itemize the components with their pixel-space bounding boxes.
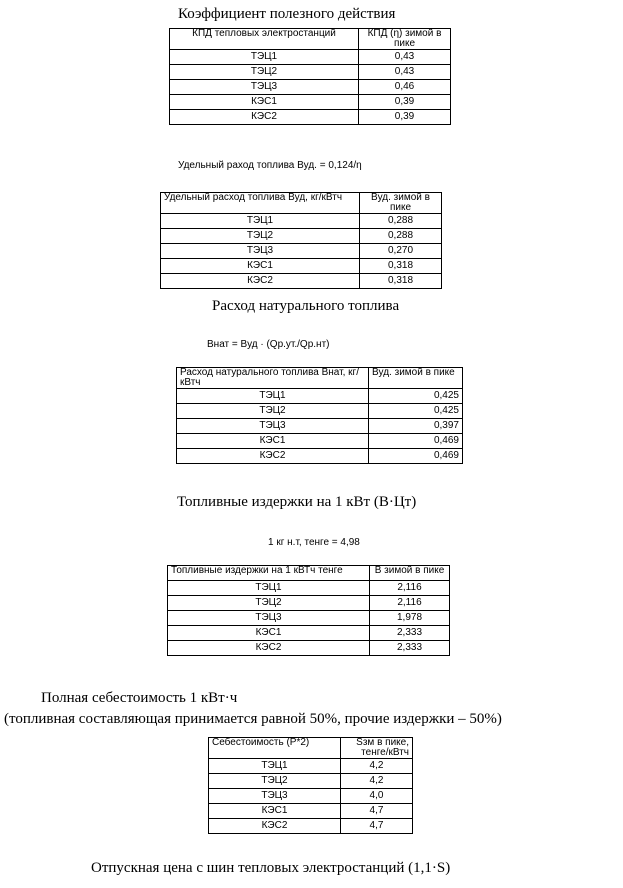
table-row <box>168 596 450 611</box>
natural-title: Расход натурального топлива <box>212 298 400 314</box>
value-cell: 2,333 <box>370 641 450 656</box>
station-cell: ТЭЦ3 <box>161 244 360 259</box>
station-cell: ТЭЦ3 <box>168 611 370 626</box>
cost-subtitle: (топливная составляющая принимается равной 50%, прочие издержки – 50%) <box>4 711 502 727</box>
value-cell: 4,2 <box>341 759 413 774</box>
station-cell: КЭС2 <box>168 641 370 656</box>
value-cell: 0,397 <box>369 419 463 434</box>
price-title: Отпускная цена с шин тепловых электростанций (1,1·S) <box>91 860 451 876</box>
table-row <box>209 804 413 819</box>
table-row <box>170 110 451 125</box>
cost-header-station: Себестоимость (Р*2) <box>209 738 341 759</box>
table-row <box>170 50 451 65</box>
value-cell: 2,333 <box>370 626 450 641</box>
table-row <box>177 449 463 464</box>
value-cell: 0,43 <box>359 65 451 80</box>
value-cell: 0,469 <box>369 434 463 449</box>
table-row <box>170 65 451 80</box>
station-cell: ТЭЦ1 <box>168 581 370 596</box>
table-row <box>209 774 413 789</box>
table-row <box>168 626 450 641</box>
station-cell: КЭС1 <box>177 434 369 449</box>
station-cell: КЭС2 <box>177 449 369 464</box>
cost-title: Полная себестоимость 1 кВт·ч <box>41 690 238 706</box>
station-cell: КЭС1 <box>168 626 370 641</box>
value-cell: 0,425 <box>369 404 463 419</box>
table-row <box>161 229 442 244</box>
value-cell: 0,469 <box>369 449 463 464</box>
efficiency-title: Коэффициент полезного действия <box>178 6 396 22</box>
efficiency-table <box>169 28 451 125</box>
value-cell: 4,7 <box>341 804 413 819</box>
specific-header-value: Вуд. зимой в пике <box>360 193 442 214</box>
natural-header-value: Вуд. зимой в пике <box>369 368 463 389</box>
fuelcost-header-station: Топливные издержки на 1 кВТч тенге <box>168 566 370 581</box>
table-row <box>209 819 413 834</box>
specific-formula: Удельный раход топлива Вуд. = 0,124/η <box>178 160 362 171</box>
station-cell: ТЭЦ3 <box>209 789 341 804</box>
value-cell: 2,116 <box>370 581 450 596</box>
value-cell: 0,318 <box>360 259 442 274</box>
value-cell: 0,288 <box>360 214 442 229</box>
efficiency-header-station: КПД тепловых электростанций <box>170 29 359 50</box>
station-cell: КЭС2 <box>161 274 360 289</box>
cost-table <box>208 737 413 834</box>
value-cell: 1,978 <box>370 611 450 626</box>
station-cell: ТЭЦ2 <box>168 596 370 611</box>
specific-table <box>160 192 442 289</box>
station-cell: ТЭЦ2 <box>209 774 341 789</box>
station-cell: ТЭЦ2 <box>177 404 369 419</box>
table-row <box>161 274 442 289</box>
table-row <box>209 759 413 774</box>
station-cell: ТЭЦ3 <box>177 419 369 434</box>
table-row <box>168 611 450 626</box>
specific-header-station: Удельный расход топлива Вуд, кг/кВтч <box>161 193 360 214</box>
station-cell: КЭС1 <box>170 95 359 110</box>
station-cell: КЭС2 <box>209 819 341 834</box>
value-cell: 0,39 <box>359 95 451 110</box>
value-cell: 0,43 <box>359 50 451 65</box>
natural-table <box>176 367 463 464</box>
value-cell: 0,270 <box>360 244 442 259</box>
station-cell: ТЭЦ2 <box>170 65 359 80</box>
station-cell: КЭС1 <box>161 259 360 274</box>
fuelcost-header-value: В зимой в пике <box>370 566 450 581</box>
station-cell: ТЭЦ1 <box>209 759 341 774</box>
value-cell: 0,288 <box>360 229 442 244</box>
natural-header-station: Расход натурального топлива Внат, кг/кВтч <box>177 368 369 389</box>
station-cell: ТЭЦ2 <box>161 229 360 244</box>
table-row <box>161 244 442 259</box>
fuelcost-title: Топливные издержки на 1 кВт (В·Цт) <box>177 494 417 510</box>
table-row <box>177 389 463 404</box>
value-cell: 4,0 <box>341 789 413 804</box>
value-cell: 2,116 <box>370 596 450 611</box>
value-cell: 0,425 <box>369 389 463 404</box>
value-cell: 4,7 <box>341 819 413 834</box>
table-row <box>161 259 442 274</box>
value-cell: 0,39 <box>359 110 451 125</box>
station-cell: КЭС2 <box>170 110 359 125</box>
table-row <box>170 80 451 95</box>
table-row <box>168 581 450 596</box>
table-row <box>177 434 463 449</box>
station-cell: КЭС1 <box>209 804 341 819</box>
station-cell: ТЭЦ1 <box>170 50 359 65</box>
station-cell: ТЭЦ3 <box>170 80 359 95</box>
efficiency-header-value: КПД (η) зимой в пике <box>359 29 451 50</box>
table-row <box>170 95 451 110</box>
fuelcost-table <box>167 565 450 656</box>
fuelcost-formula: 1 кг н.т, тенге = 4,98 <box>268 537 360 548</box>
station-cell: ТЭЦ1 <box>177 389 369 404</box>
table-row <box>168 641 450 656</box>
table-row <box>161 214 442 229</box>
station-cell: ТЭЦ1 <box>161 214 360 229</box>
table-row <box>177 419 463 434</box>
value-cell: 0,46 <box>359 80 451 95</box>
table-row <box>177 404 463 419</box>
cost-header-value: Sзм в пике, тенге/кВтч <box>341 738 413 759</box>
value-cell: 0,318 <box>360 274 442 289</box>
table-row <box>209 789 413 804</box>
natural-formula: Внат = Вуд · (Qр.ут./Qр.нт) <box>207 339 330 350</box>
value-cell: 4,2 <box>341 774 413 789</box>
